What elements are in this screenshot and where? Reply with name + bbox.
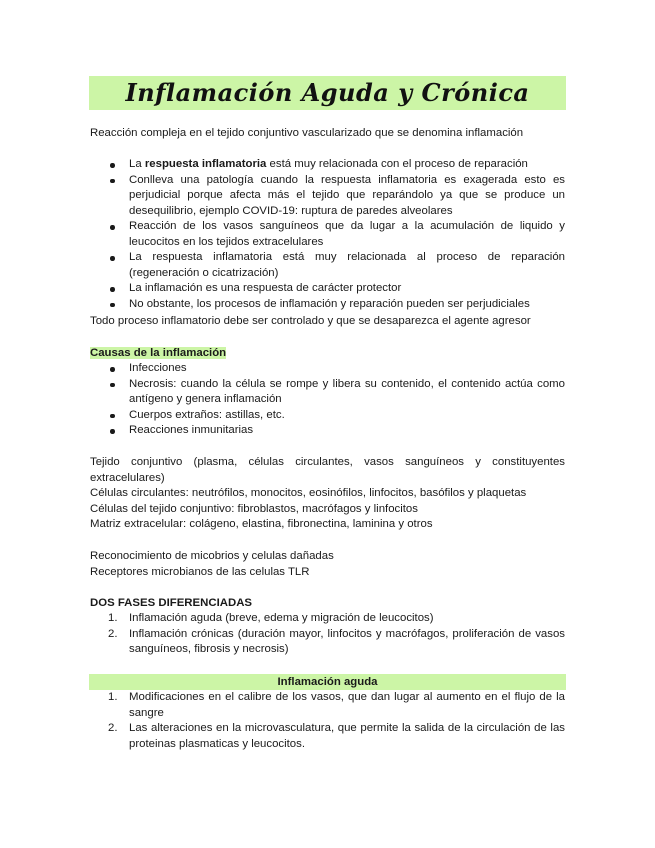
causes-heading: [90, 346, 565, 362]
title-banner: [89, 76, 566, 110]
tissue-section: [90, 455, 565, 533]
list-item-text: Inflamación crónicas (duración mayor, linfocitos y macrófagos, proliferación de vasos sanguíneos, fibrosis y necrosis): [129, 627, 565, 655]
list-number: 2.: [108, 722, 118, 734]
list-item: Conlleva una patología cuando la respuesta inflamatoria es exagerada esto es perjudicial porque afecta más el tejido que reparándolo ya que se produce un desequilibrio, ejemplo COVID-19: ruptura de paredes alveolares: [90, 173, 565, 220]
tissue-line: Matriz extracelular: colágeno, elastina, fibronectina, laminina y otros: [90, 518, 433, 530]
causes-heading-text: Causas de la inflamación: [90, 347, 227, 359]
list-item: La inflamación es una respuesta de carácter protector: [90, 281, 565, 297]
list-item-text: Las alteraciones en la microvasculatura, que permite la salida de la circulación de las proteinas plasmaticas y leucocitos.: [129, 722, 565, 750]
phases-heading: DOS FASES DIFERENCIADAS: [90, 597, 253, 609]
numbered-list-acute: [90, 690, 565, 752]
tissue-line: Tejido conjuntivo (plasma, células circulantes, vasos sanguíneos y constituyentes extracelulares): [90, 456, 565, 484]
list-item: Reacción de los vasos sanguíneos que da lugar a la acumulación de liquido y leucocitos en los tejidos extracelulares: [90, 219, 565, 250]
list-item-suffix: está muy relacionada con el proceso de reparación: [266, 158, 528, 170]
recognition-line: Receptores microbianos de las celulas TLR: [90, 565, 310, 578]
conclusion-paragraph: Todo proceso inflamatorio debe ser controlado y que se desaparezca el agente agresor: [90, 315, 531, 327]
list-item: Necrosis: cuando la célula se rompe y libera su contenido, el contenido actúa como antígeno y genera inflamación: [90, 377, 565, 408]
intro-paragraph: Reacción compleja en el tejido conjuntivo vascularizado que se denomina inflamación: [90, 127, 524, 139]
list-number: 1.: [108, 691, 118, 703]
bullet-list-causes: [90, 361, 565, 439]
list-item: [90, 690, 565, 721]
list-item: [90, 721, 565, 752]
list-number: 2.: [108, 627, 118, 640]
tissue-line: Células circulantes: neutrófilos, monocitos, eosinófilos, linfocitos, basófilos y plaquetas: [90, 487, 527, 499]
list-item: [90, 611, 565, 627]
list-number: 1.: [108, 612, 118, 624]
acute-heading: Inflamación aguda: [89, 674, 566, 690]
list-item: [90, 627, 565, 658]
list-item: La respuesta inflamatoria está muy relacionada al proceso de reparación (regeneración o cicatrización): [90, 250, 565, 281]
list-item: Reacciones inmunitarias: [90, 423, 565, 439]
numbered-list-phases: [90, 611, 565, 658]
bold-term: respuesta inflamatoria: [144, 158, 267, 170]
bullet-list-general: [90, 157, 565, 312]
list-item: Cuerpos extraños: astillas, etc.: [90, 408, 565, 424]
list-item: [90, 157, 565, 173]
recognition-section: [90, 549, 565, 580]
list-item: No obstante, los procesos de inflamación y reparación pueden ser perjudiciales: [90, 297, 565, 313]
list-item: Infecciones: [90, 361, 565, 377]
list-item-prefix: La: [129, 158, 145, 170]
list-item-text: Modificaciones en el calibre de los vasos, que dan lugar al aumento en el flujo de la sangre: [129, 691, 565, 719]
recognition-line: Reconocimiento de micobrios y celulas dañadas: [90, 550, 334, 562]
list-item-text: Inflamación aguda (breve, edema y migración de leucocitos): [129, 612, 434, 624]
tissue-line: Células del tejido conjuntivo: fibroblastos, macrófagos y linfocitos: [90, 502, 418, 515]
page-title: Inflamación Aguda y Crónica: [125, 78, 530, 108]
